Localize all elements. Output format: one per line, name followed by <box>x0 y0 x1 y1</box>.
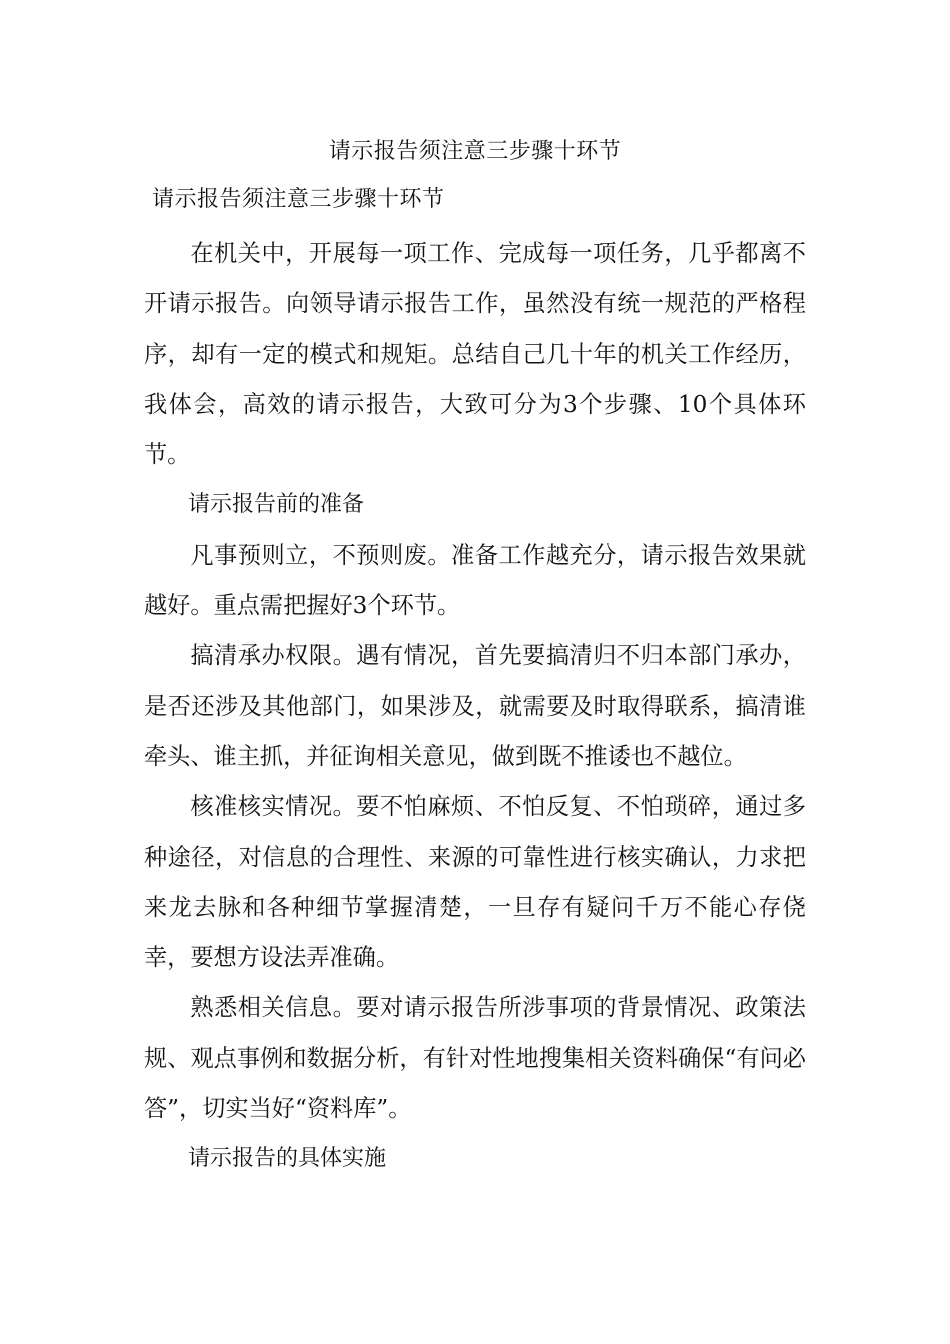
section-heading-preparation: 请示报告前的准备 <box>188 492 365 518</box>
document-title: 请示报告须注意三步骤十环节 <box>328 139 622 164</box>
paragraph-information: 熟悉相关信息。要对请示报告所涉事项的背景情况、政策法规、观点事例和数据分析，有针对性地搜集相关资料确保“有问必答”，切实当好“资料库”。 <box>144 994 806 1123</box>
paragraph-intro: 在机关中，开展每一项工作、完成每一项任务，几乎都离不开请示报告。向领导请示报告工作，虽然没有统一规范的严格程序，却有一定的模式和规矩。总结自己几十年的机关工作经历，我体会，高效的请示报告，大致可分为3个步骤、10个具体环节。 <box>144 240 806 469</box>
paragraph-authority: 搞清承办权限。遇有情况，首先要搞清归不归本部门承办，是否还涉及其他部门，如果涉及，就需要及时取得联系，搞清谁牵头、谁主抓，并征询相关意见，做到既不推诿也不越位。 <box>144 642 806 770</box>
section-heading-implementation: 请示报告的具体实施 <box>188 1146 387 1172</box>
paragraph-verify: 核准核实情况。要不怕麻烦、不怕反复、不怕琐碎，通过多种途径，对信息的合理性、来源的可靠性进行核实确认，力求把来龙去脉和各种细节掌握清楚，一旦存有疑问千万不能心存侥幸，要想方设法弄准确。 <box>144 793 806 972</box>
paragraph-preparation-summary: 凡事预则立，不预则废。准备工作越充分，请示报告效果就越好。重点需把握好3个环节。 <box>144 541 806 620</box>
document-subtitle: 请示报告须注意三步骤十环节 <box>152 187 445 212</box>
document-body <box>144 229 806 1185</box>
